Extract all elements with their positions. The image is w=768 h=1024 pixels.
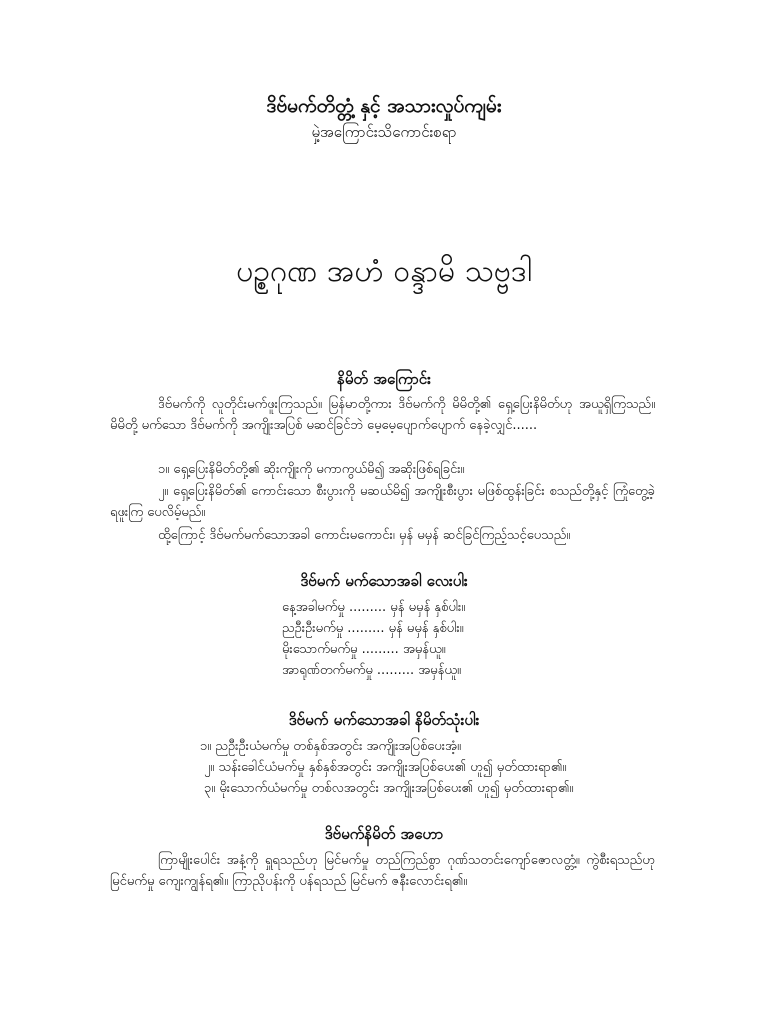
four-times-row: မိုးသောက်မက်မှု ......... အမှန်ယူ။ bbox=[282, 642, 446, 657]
section-heading-omens: နိမိတ် အကြောင်း bbox=[337, 370, 431, 388]
section-heading-four-times: ဒိဗ်မက် မက်သောအခါ လေးပါး bbox=[300, 572, 468, 590]
three-signs-list bbox=[200, 736, 670, 799]
omens-list-item-2: ၂။ ရှေ့ပြေးနိမိတ်၏ ကောင်းသော စီးပွားကို မဆယ်မိ၍ အကျိုးစီးပွား မဖြစ်ထွန်းခြင်း စသည်တို့နှင့် ကြုံတွေ့ခဲ့ရဖူးကြ ပေလိမ့်မည်။ bbox=[110, 484, 655, 520]
three-signs-row: ၃။ မိုးသောက်ယံမက်မှု တစ်လအတွင်း အကျိုးအပြစ်ပေး၏ ဟူ၍ မှတ်ထားရာ၏။ bbox=[204, 781, 574, 796]
section-heading-three-signs: ဒိဗ်မက် မက်သောအခါ နိမိတ်သုံးပါး bbox=[288, 711, 480, 729]
omens-paragraph-1: ဒိဗ်မက်ကို လူတိုင်းမက်ဖူးကြသည်။ မြန်မာတို့ကား ဒိဗ်မက်ကို မိမိတို့၏ ရှေ့ပြေးနိမိတ်ဟု အယူရှိကြသည်။ မိမိတို့ မက်သော ဒိဗ်မက်ကို အကျိုးအပြစ် မဆင်ခြင်ဘဲ မေ့မေ့ပျောက်ပျောက် နေခဲ့လျှင်...... bbox=[110, 397, 655, 433]
document-subtitle: မှဲ့အကြောင်းသိကောင်းစရာ bbox=[311, 123, 457, 141]
omens-list-item-1: ၁။ ရှေ့ပြေးနိမိတ်တို့၏ ဆိုးကျိုးကို မကာကွယ်မိ၍ အဆိုးဖြစ်ရခြင်း။ bbox=[158, 462, 465, 477]
four-times-row: နေ့အခါမက်မှု ......... မှန် မမှန် နှစ်ပါး။ bbox=[282, 600, 466, 615]
four-times-list bbox=[282, 597, 582, 681]
omens-paragraph-2: ထို့ကြောင့် ဒိဗ်မက်မက်သောအခါ ကောင်းမကောင်း၊ မှန် မမှန် ဆင်ခြင်ကြည့်သင့်ပေသည်။ bbox=[158, 528, 571, 543]
document-title: ဒိဗ်မက်တိတ္တံ့ နှင့် အသားလှုပ်ကျမ်း bbox=[266, 95, 502, 117]
section-heading-predictions: ဒိဗ်မက်နိမိတ် အဟော bbox=[324, 825, 444, 843]
four-times-row: အာရုဏ်တက်မက်မှု ......... အမှန်ယူ။ bbox=[282, 663, 461, 678]
pali-headline: ပဉ္စဂုဏ အဟံ ဝန္ဒာမိ သဗ္ဗဒါ bbox=[236, 254, 532, 289]
three-signs-row: ၁။ ညဦးဦးယံမက်မှု တစ်နှစ်အတွင်း အကျိုးအပြစ်ပေးအံ့။ bbox=[200, 739, 461, 754]
four-times-row: ညဦးဦးမက်မှု ......... မှန် မမှန် နှစ်ပါး။ bbox=[282, 621, 464, 636]
three-signs-row: ၂။ သန်းခေါင်ယံမက်မှု နှစ်နှစ်အတွင်း အကျိုးအပြစ်ပေး၏ ဟူ၍ မှတ်ထားရာ၏။ bbox=[204, 760, 567, 775]
predictions-paragraph: ကြာမျိုးပေါင်း အနံ့ကို ရှူရသည်ဟု မြင်မက်မှု တည်ကြည်စွာ ဂုဏ်သတင်းကျော်ဇောလတ္တံ့။ ကွဲစီးရသည်ဟု မြင်မက်မှု ကျေးကျွန်ရ၏။ ကြာညိုပန်းကို ပန်ရသည် မြင်မက် ဇနီးလောင်းရ၏။ bbox=[110, 853, 655, 889]
